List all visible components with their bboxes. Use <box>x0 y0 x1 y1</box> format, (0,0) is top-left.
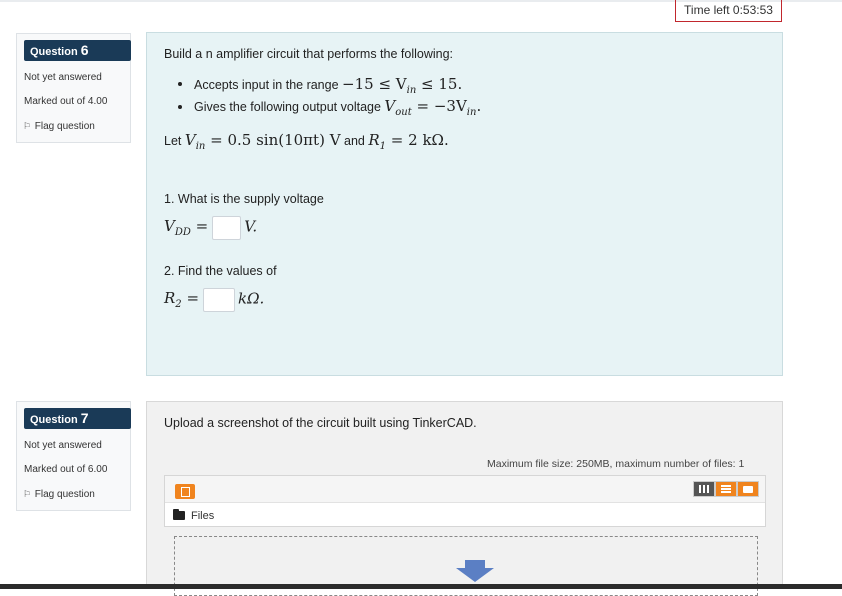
folder-icon <box>173 511 185 520</box>
question-number: 6 <box>80 42 89 58</box>
question-7-badge <box>24 408 131 429</box>
math-part: R <box>368 131 380 149</box>
time-left: Time left 0:53:53 <box>675 0 782 22</box>
requirement-2-math <box>384 97 482 118</box>
math-part: = 0.5 sin(10πt) V <box>205 131 341 149</box>
vdd-label <box>164 217 209 239</box>
file-manager-toolbar <box>165 476 765 503</box>
math-part: = −3V <box>411 97 467 115</box>
math-part: −15 ≤ V <box>342 75 407 93</box>
requirement-1-math <box>342 75 463 96</box>
vdd-answer-input[interactable] <box>212 216 241 240</box>
math-sub: out <box>395 107 412 118</box>
details-view-icon[interactable] <box>715 481 737 497</box>
question-7-info <box>16 401 131 511</box>
files-breadcrumb[interactable] <box>173 510 214 522</box>
math-sub: 1 <box>379 141 387 152</box>
question-7-status: Not yet answered <box>24 440 102 451</box>
subquestion-2-text: 2. Find the values of <box>164 264 277 278</box>
requirement-2 <box>194 97 481 118</box>
flag-label: Flag question <box>34 121 95 132</box>
subquestion-1-answer-row <box>164 216 257 240</box>
question-number: 7 <box>80 410 89 426</box>
question-7-prompt: Upload a screenshot of the circuit built using TinkerCAD. <box>164 416 477 430</box>
question-label: Question <box>30 414 78 426</box>
and-text: and <box>344 134 365 148</box>
requirement-1-text: Accepts input in the range <box>194 78 339 92</box>
tree-view-icon[interactable] <box>737 481 759 497</box>
math-sub: DD <box>174 227 191 239</box>
icons-view-icon[interactable] <box>693 481 715 497</box>
requirement-2-text: Gives the following output voltage <box>194 100 381 114</box>
vdd-unit: V. <box>244 217 258 236</box>
math-part: = <box>181 289 200 308</box>
question-6-info <box>16 33 131 143</box>
r2-unit: kΩ. <box>237 289 265 308</box>
math-sub: 2 <box>175 299 182 311</box>
r2-label <box>164 289 200 311</box>
bullet <box>178 82 182 86</box>
math-part: . <box>476 97 482 115</box>
requirement-1 <box>194 75 462 96</box>
let-text: Let <box>164 134 182 148</box>
add-file-icon[interactable] <box>175 484 195 499</box>
max-file-size: Maximum file size: 250MB, maximum number of files: 1 <box>487 458 745 470</box>
question-7-content <box>146 401 783 589</box>
given-math-1 <box>184 131 341 152</box>
given-math-2 <box>368 131 449 152</box>
flag-icon: ⚐ <box>23 489 32 499</box>
r2-answer-input[interactable] <box>203 288 235 312</box>
math-part: = 2 kΩ. <box>386 131 449 149</box>
math-part: ≤ 15. <box>416 75 463 93</box>
given-values <box>164 131 449 152</box>
flag-icon: ⚐ <box>23 121 32 131</box>
bottom-bar <box>0 584 842 589</box>
question-7-marks: Marked out of 6.00 <box>24 464 108 475</box>
question-label: Question <box>30 46 78 58</box>
files-label: Files <box>191 510 215 522</box>
math-sub: in <box>195 141 206 152</box>
math-part: V <box>384 97 396 115</box>
question-6-marks: Marked out of 4.00 <box>24 96 108 107</box>
question-6-badge <box>24 40 131 61</box>
flag-question-6[interactable] <box>23 121 95 132</box>
math-sub: in <box>466 107 477 118</box>
question-6-content <box>146 32 783 376</box>
flag-label: Flag question <box>34 489 95 500</box>
math-part: = <box>190 217 209 236</box>
subquestion-2-answer-row <box>164 288 264 312</box>
math-part: V <box>164 217 175 236</box>
file-manager <box>164 475 766 527</box>
flag-question-7[interactable] <box>23 489 95 500</box>
math-part: R <box>164 289 176 308</box>
math-sub: in <box>406 85 417 96</box>
question-6-prompt: Build a n amplifier circuit that performs the following: <box>164 47 454 61</box>
view-switcher <box>693 481 759 497</box>
math-part: V <box>184 131 196 149</box>
question-6-status: Not yet answered <box>24 72 102 83</box>
bullet <box>178 105 182 109</box>
subquestion-1-text: 1. What is the supply voltage <box>164 192 324 206</box>
